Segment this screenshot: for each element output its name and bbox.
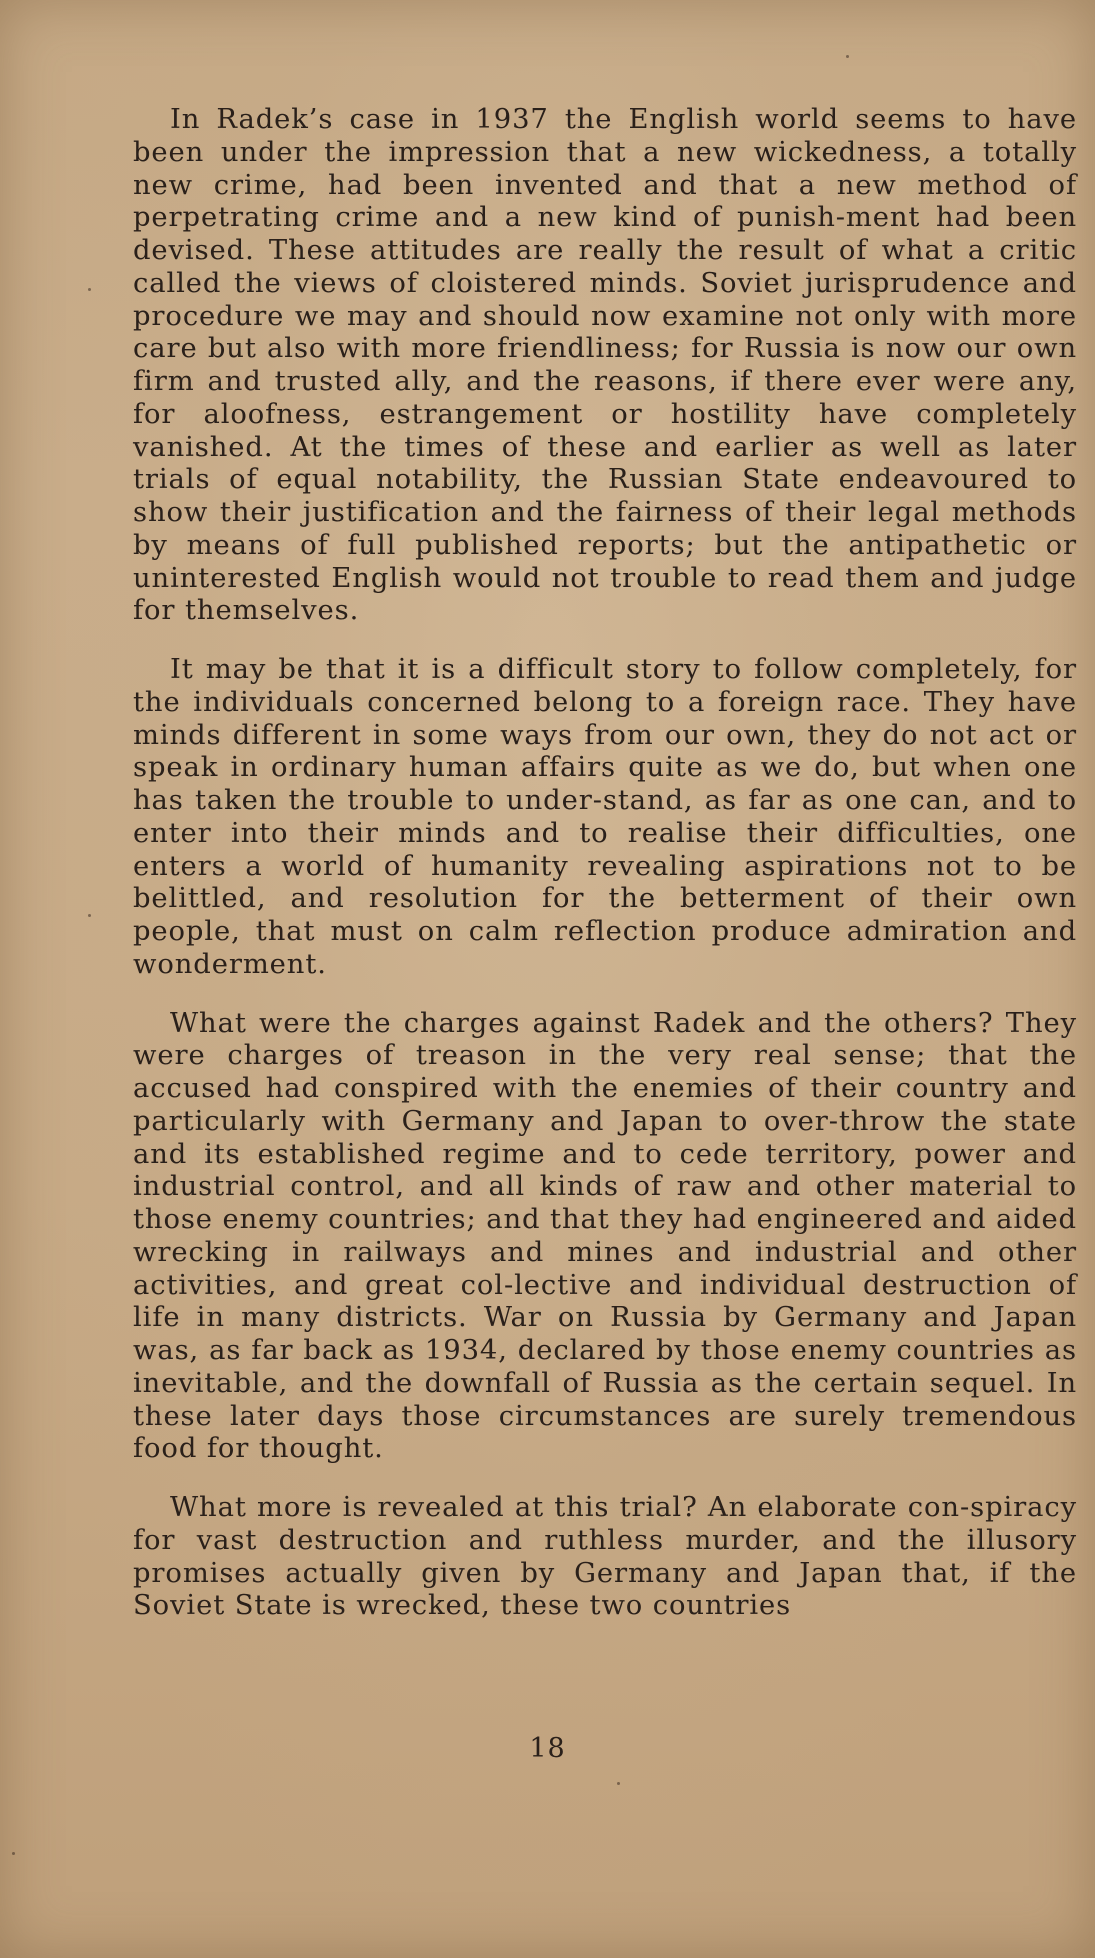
page-number: 18 bbox=[529, 1733, 566, 1764]
paper-speck bbox=[88, 914, 91, 917]
paragraph-charges: What were the charges against Radek and the others? They were charges of treason in the very real sense; that the accused had conspired with the enemies of their country and particularly with Germany and Japan to over-throw the state and its established regime and to cede territory, power and industrial control, and all kinds of raw and other material to those enemy countries; and that they had engineered and aided wrecking in railways and mines and industrial and other activities, and great col-lective and individual destruction of life in many districts. War on Russia by Germany and Japan was, as far back as 1934, declared by those enemy countries as inevitable, and the downfall of Russia as the certain sequel. In these later days those circumstances are surely tremendous food for thought. bbox=[133, 1007, 1077, 1465]
paper-speck bbox=[617, 1782, 620, 1785]
paper-speck bbox=[88, 288, 91, 291]
paragraph-revealed-at-trial: What more is revealed at this trial? An elaborate con-spiracy for vast destruction and ruthless murder, and the illusory promises actually given by Germany and Japan that, if the Soviet State is wrecked, these two countries bbox=[133, 1492, 1077, 1622]
paragraph-radek-case: In Radek’s case in 1937 the English world seems to have been under the impression that a new wickedness, a totally new crime, had been invented and that a new method of perpetrating crime and a new kind of punish-ment had been devised. These attitudes are really the result of what a critic called the views of cloistered minds. Soviet jurisprudence and procedure we may and should now examine not only with more care but also with more friendliness; for Russia is now our own firm and trusted ally, and the reasons, if there ever were any, for aloofness, estrangement or hostility have completely vanished. At the times of these and earlier as well as later trials of equal notability, the Russian State endeavoured to show their justification and the fairness of their legal methods by means of full published reports; but the antipathetic or uninterested English would not trouble to read them and judge for themselves. bbox=[133, 104, 1077, 627]
paper-speck bbox=[846, 55, 849, 58]
body-text bbox=[133, 104, 1077, 1649]
paper-speck bbox=[12, 1852, 15, 1855]
paragraph-difficult-story: It may be that it is a difficult story to follow completely, for the individuals concerned belong to a foreign race. They have minds different in some ways from our own, they do not act or speak in ordinary human affairs quite as we do, but when one has taken the trouble to under-stand, as far as one can, and to enter into their minds and to realise their difficulties, one enters a world of humanity revealing aspirations not to be belittled, and resolution for the betterment of their own people, that must on calm reflection produce admiration and wonderment. bbox=[133, 654, 1077, 980]
